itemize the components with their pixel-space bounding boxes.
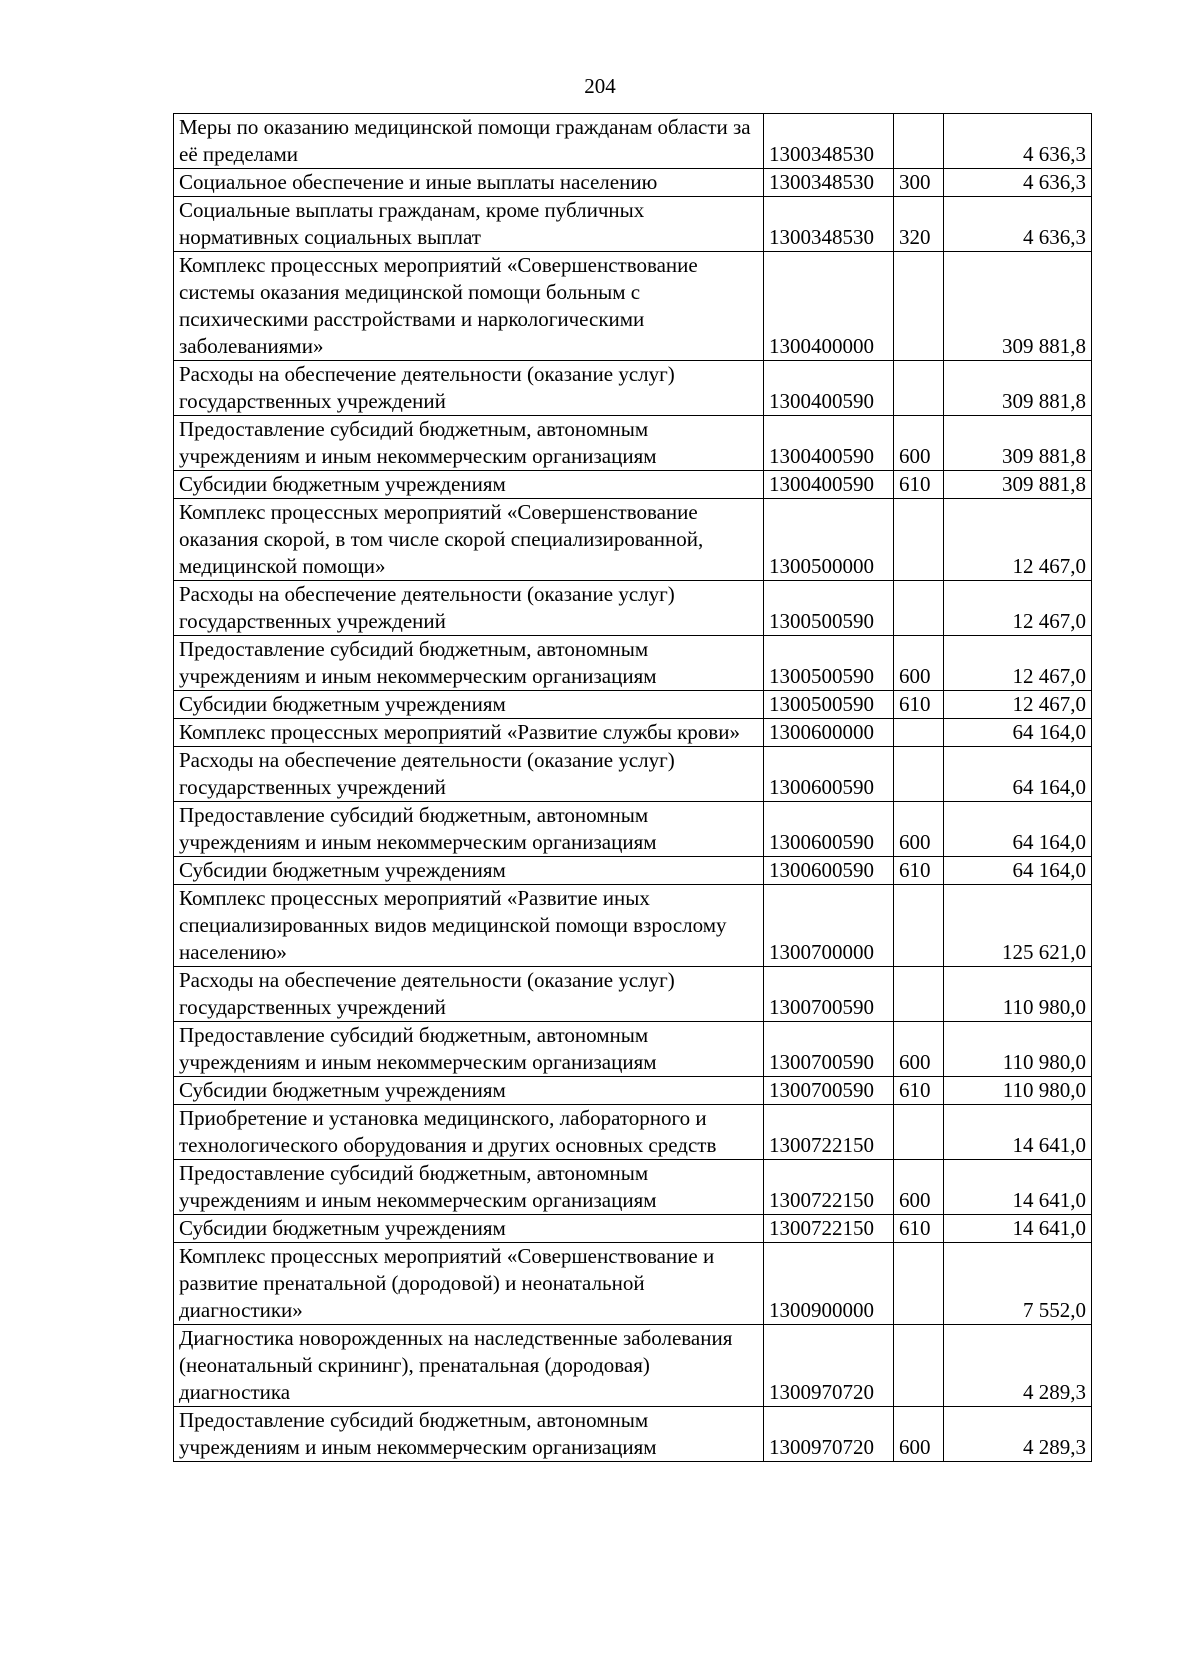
expense-name-cell: Предоставление субсидий бюджетным, автономным учреждениям и иным некоммерческим организациям	[174, 416, 764, 471]
expense-type-cell	[894, 719, 944, 747]
target-code-cell: 1300700590	[764, 1077, 894, 1105]
expense-name-cell: Комплекс процессных мероприятий «Развитие службы крови»	[174, 719, 764, 747]
target-code-cell: 1300700590	[764, 967, 894, 1022]
table-row	[174, 857, 1092, 885]
amount-cell: 7 552,0	[944, 1243, 1092, 1325]
amount-cell: 4 636,3	[944, 169, 1092, 197]
table-row	[174, 1243, 1092, 1325]
expense-type-cell: 610	[894, 1215, 944, 1243]
target-code-cell: 1300970720	[764, 1407, 894, 1462]
table-row	[174, 1105, 1092, 1160]
amount-cell: 125 621,0	[944, 885, 1092, 967]
amount-cell: 309 881,8	[944, 252, 1092, 361]
table-row	[174, 1407, 1092, 1462]
expense-name-cell: Субсидии бюджетным учреждениям	[174, 1077, 764, 1105]
target-code-cell: 1300900000	[764, 1243, 894, 1325]
amount-cell: 12 467,0	[944, 581, 1092, 636]
amount-cell: 4 289,3	[944, 1407, 1092, 1462]
target-code-cell: 1300700590	[764, 1022, 894, 1077]
target-code-cell: 1300500000	[764, 499, 894, 581]
target-code-cell: 1300700000	[764, 885, 894, 967]
expense-name-cell: Субсидии бюджетным учреждениям	[174, 1215, 764, 1243]
budget-table-body	[174, 114, 1092, 1462]
table-row	[174, 499, 1092, 581]
table-row	[174, 747, 1092, 802]
expense-name-cell: Предоставление субсидий бюджетным, автономным учреждениям и иным некоммерческим организациям	[174, 1160, 764, 1215]
amount-cell: 4 289,3	[944, 1325, 1092, 1407]
target-code-cell: 1300722150	[764, 1160, 894, 1215]
expense-name-cell: Предоставление субсидий бюджетным, автономным учреждениям и иным некоммерческим организациям	[174, 802, 764, 857]
expense-type-cell: 600	[894, 416, 944, 471]
amount-cell: 4 636,3	[944, 114, 1092, 169]
table-row	[174, 636, 1092, 691]
expense-type-cell: 600	[894, 1160, 944, 1215]
target-code-cell: 1300348530	[764, 169, 894, 197]
amount-cell: 110 980,0	[944, 1022, 1092, 1077]
target-code-cell: 1300400590	[764, 471, 894, 499]
target-code-cell: 1300970720	[764, 1325, 894, 1407]
target-code-cell: 1300348530	[764, 197, 894, 252]
amount-cell: 110 980,0	[944, 1077, 1092, 1105]
target-code-cell: 1300600000	[764, 719, 894, 747]
expense-type-cell	[894, 114, 944, 169]
expense-type-cell: 610	[894, 691, 944, 719]
expense-name-cell: Расходы на обеспечение деятельности (оказание услуг) государственных учреждений	[174, 747, 764, 802]
table-row	[174, 581, 1092, 636]
table-row	[174, 1077, 1092, 1105]
expense-type-cell: 610	[894, 857, 944, 885]
amount-cell: 110 980,0	[944, 967, 1092, 1022]
target-code-cell: 1300600590	[764, 857, 894, 885]
expense-type-cell	[894, 885, 944, 967]
page-number: 204	[584, 74, 616, 98]
expense-type-cell	[894, 252, 944, 361]
table-row	[174, 361, 1092, 416]
expense-type-cell	[894, 1325, 944, 1407]
table-row	[174, 885, 1092, 967]
table-row	[174, 802, 1092, 857]
amount-cell: 64 164,0	[944, 719, 1092, 747]
expense-name-cell: Социальные выплаты гражданам, кроме публичных нормативных социальных выплат	[174, 197, 764, 252]
table-row	[174, 1160, 1092, 1215]
budget-table	[173, 113, 1092, 1462]
target-code-cell: 1300722150	[764, 1105, 894, 1160]
amount-cell: 12 467,0	[944, 636, 1092, 691]
expense-type-cell: 300	[894, 169, 944, 197]
table-row	[174, 169, 1092, 197]
expense-name-cell: Предоставление субсидий бюджетным, автономным учреждениям и иным некоммерческим организациям	[174, 1022, 764, 1077]
expense-type-cell	[894, 1105, 944, 1160]
amount-cell: 309 881,8	[944, 471, 1092, 499]
expense-name-cell: Социальное обеспечение и иные выплаты населению	[174, 169, 764, 197]
expense-name-cell: Расходы на обеспечение деятельности (оказание услуг) государственных учреждений	[174, 967, 764, 1022]
expense-name-cell: Приобретение и установка медицинского, лабораторного и технологического оборудования и других основных средств	[174, 1105, 764, 1160]
amount-cell: 14 641,0	[944, 1215, 1092, 1243]
expense-name-cell: Комплекс процессных мероприятий «Совершенствование и развитие пренатальной (дородовой) и неонатальной диагностики»	[174, 1243, 764, 1325]
expense-type-cell	[894, 499, 944, 581]
expense-name-cell: Комплекс процессных мероприятий «Совершенствование системы оказания медицинской помощи больным с психическими расстройствами и наркологическими заболеваниями»	[174, 252, 764, 361]
expense-type-cell: 320	[894, 197, 944, 252]
table-row	[174, 719, 1092, 747]
target-code-cell: 1300400590	[764, 416, 894, 471]
expense-name-cell: Предоставление субсидий бюджетным, автономным учреждениям и иным некоммерческим организациям	[174, 1407, 764, 1462]
table-row	[174, 967, 1092, 1022]
expense-name-cell: Расходы на обеспечение деятельности (оказание услуг) государственных учреждений	[174, 581, 764, 636]
amount-cell: 12 467,0	[944, 499, 1092, 581]
expense-type-cell: 610	[894, 471, 944, 499]
table-row	[174, 197, 1092, 252]
expense-name-cell: Расходы на обеспечение деятельности (оказание услуг) государственных учреждений	[174, 361, 764, 416]
expense-type-cell: 600	[894, 802, 944, 857]
target-code-cell: 1300600590	[764, 747, 894, 802]
target-code-cell: 1300600590	[764, 802, 894, 857]
table-row	[174, 471, 1092, 499]
amount-cell: 12 467,0	[944, 691, 1092, 719]
table-row	[174, 1022, 1092, 1077]
table-row	[174, 416, 1092, 471]
expense-name-cell: Комплекс процессных мероприятий «Развитие иных специализированных видов медицинской помощи взрослому населению»	[174, 885, 764, 967]
amount-cell: 64 164,0	[944, 857, 1092, 885]
expense-type-cell: 600	[894, 1407, 944, 1462]
table-row	[174, 1215, 1092, 1243]
expense-name-cell: Комплекс процессных мероприятий «Совершенствование оказания скорой, в том числе скорой специализированной, медицинской помощи»	[174, 499, 764, 581]
expense-name-cell: Предоставление субсидий бюджетным, автономным учреждениям и иным некоммерческим организациям	[174, 636, 764, 691]
expense-type-cell	[894, 361, 944, 416]
expense-type-cell	[894, 581, 944, 636]
amount-cell: 4 636,3	[944, 197, 1092, 252]
amount-cell: 14 641,0	[944, 1160, 1092, 1215]
amount-cell: 14 641,0	[944, 1105, 1092, 1160]
table-row	[174, 1325, 1092, 1407]
expense-name-cell: Субсидии бюджетным учреждениям	[174, 857, 764, 885]
target-code-cell: 1300722150	[764, 1215, 894, 1243]
table-row	[174, 114, 1092, 169]
expense-name-cell: Субсидии бюджетным учреждениям	[174, 691, 764, 719]
target-code-cell: 1300400590	[764, 361, 894, 416]
amount-cell: 64 164,0	[944, 747, 1092, 802]
amount-cell: 64 164,0	[944, 802, 1092, 857]
expense-type-cell: 600	[894, 1022, 944, 1077]
expense-name-cell: Меры по оказанию медицинской помощи гражданам области за её пределами	[174, 114, 764, 169]
expense-type-cell	[894, 747, 944, 802]
amount-cell: 309 881,8	[944, 361, 1092, 416]
expense-name-cell: Диагностика новорожденных на наследственные заболевания (неонатальный скрининг), пренатальная (дородовая) диагностика	[174, 1325, 764, 1407]
expense-type-cell: 610	[894, 1077, 944, 1105]
target-code-cell: 1300500590	[764, 636, 894, 691]
target-code-cell: 1300400000	[764, 252, 894, 361]
amount-cell: 309 881,8	[944, 416, 1092, 471]
table-row	[174, 252, 1092, 361]
target-code-cell: 1300500590	[764, 691, 894, 719]
table-row	[174, 691, 1092, 719]
expense-type-cell	[894, 967, 944, 1022]
expense-type-cell	[894, 1243, 944, 1325]
target-code-cell: 1300348530	[764, 114, 894, 169]
expense-name-cell: Субсидии бюджетным учреждениям	[174, 471, 764, 499]
target-code-cell: 1300500590	[764, 581, 894, 636]
expense-type-cell: 600	[894, 636, 944, 691]
